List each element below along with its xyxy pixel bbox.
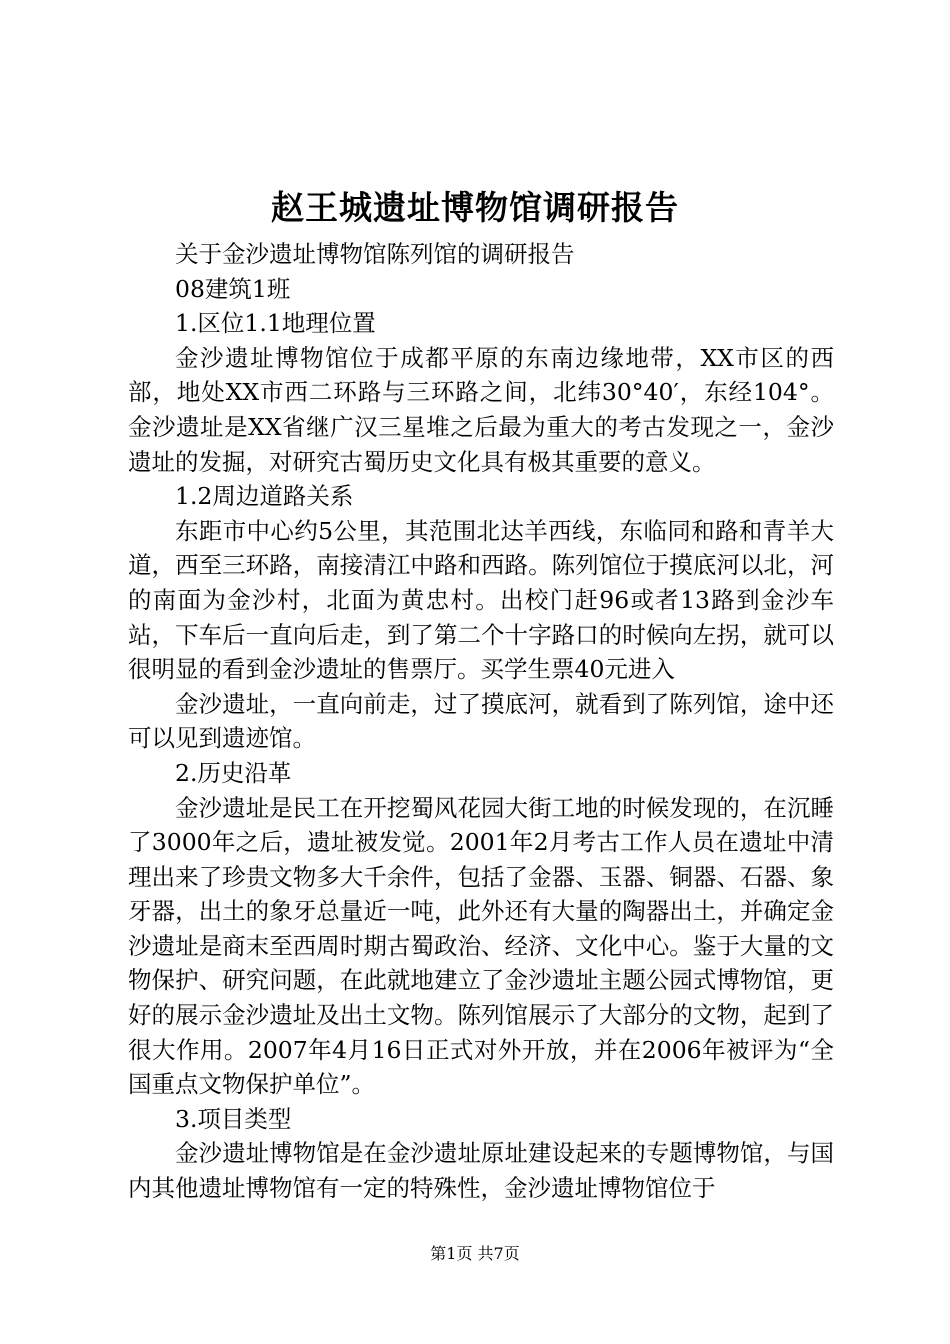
section-heading-project-type: 3.项目类型 bbox=[175, 1104, 292, 1133]
body-paragraph: 金沙遗址博物馆是在金沙遗址原址建设起来的专题博物馆，与国内其他遗址博物馆有一定的特殊性，金沙遗址博物馆位于 bbox=[128, 1139, 834, 1203]
body-paragraph: 东距市中心约5公里，其范围北达羊西线，东临同和路和青羊大道，西至三环路，南接清江中路和西路。陈列馆位于摸底河以北，河的南面为金沙村，北面为黄忠村。出校门赶96或者13路到金沙车站，下车后一直向后走，到了第二个十字路口的时候向左拐，就可以很明显的看到金沙遗址的售票厅。买学生票40元进入 bbox=[128, 516, 834, 684]
class-name-paragraph: 08建筑1班 bbox=[175, 274, 291, 303]
document-body bbox=[128, 237, 834, 1206]
body-paragraph: 金沙遗址博物馆位于成都平原的东南边缘地带，XX市区的西部，地处XX市西二环路与三环路之间，北纬30°40′，东经104°。金沙遗址是XX省继广汉三星堆之后最为重大的考古发现之一，金沙遗址的发掘，对研究古蜀历史文化具有极其重要的意义。 bbox=[128, 343, 834, 476]
section-heading-roads: 1.2周边道路关系 bbox=[175, 482, 354, 511]
document-title: 赵王城遗址博物馆调研报告 bbox=[271, 188, 679, 227]
body-paragraph: 金沙遗址，一直向前走，过了摸底河，就看到了陈列馆，途中还可以见到遗迹馆。 bbox=[128, 689, 834, 753]
section-heading-location: 1.区位1.1地理位置 bbox=[175, 309, 376, 338]
page-footer: 第1页 共7页 bbox=[430, 1244, 520, 1263]
body-paragraph: 金沙遗址是民工在开挖蜀风花园大街工地的时候发现的，在沉睡了3000年之后，遗址被发觉。2001年2月考古工作人员在遗址中清理出来了珍贵文物多大千余件，包括了金器、玉器、铜器、石器、象牙器，出土的象牙总量近一吨，此外还有大量的陶器出土，并确定金沙遗址是商末至西周时期古蜀政治、经济、文化中心。鉴于大量的文物保护、研究问题，在此就地建立了金沙遗址主题公园式博物馆，更好的展示金沙遗址及出土文物。陈列馆展示了大部分的文物，起到了很大作用。2007年4月16日正式对外开放，并在2006年被评为“全国重点文物保护单位”。 bbox=[128, 793, 834, 1099]
subtitle-paragraph: 关于金沙遗址博物馆陈列馆的调研报告 bbox=[175, 240, 575, 268]
section-heading-history: 2.历史沿革 bbox=[175, 758, 292, 787]
